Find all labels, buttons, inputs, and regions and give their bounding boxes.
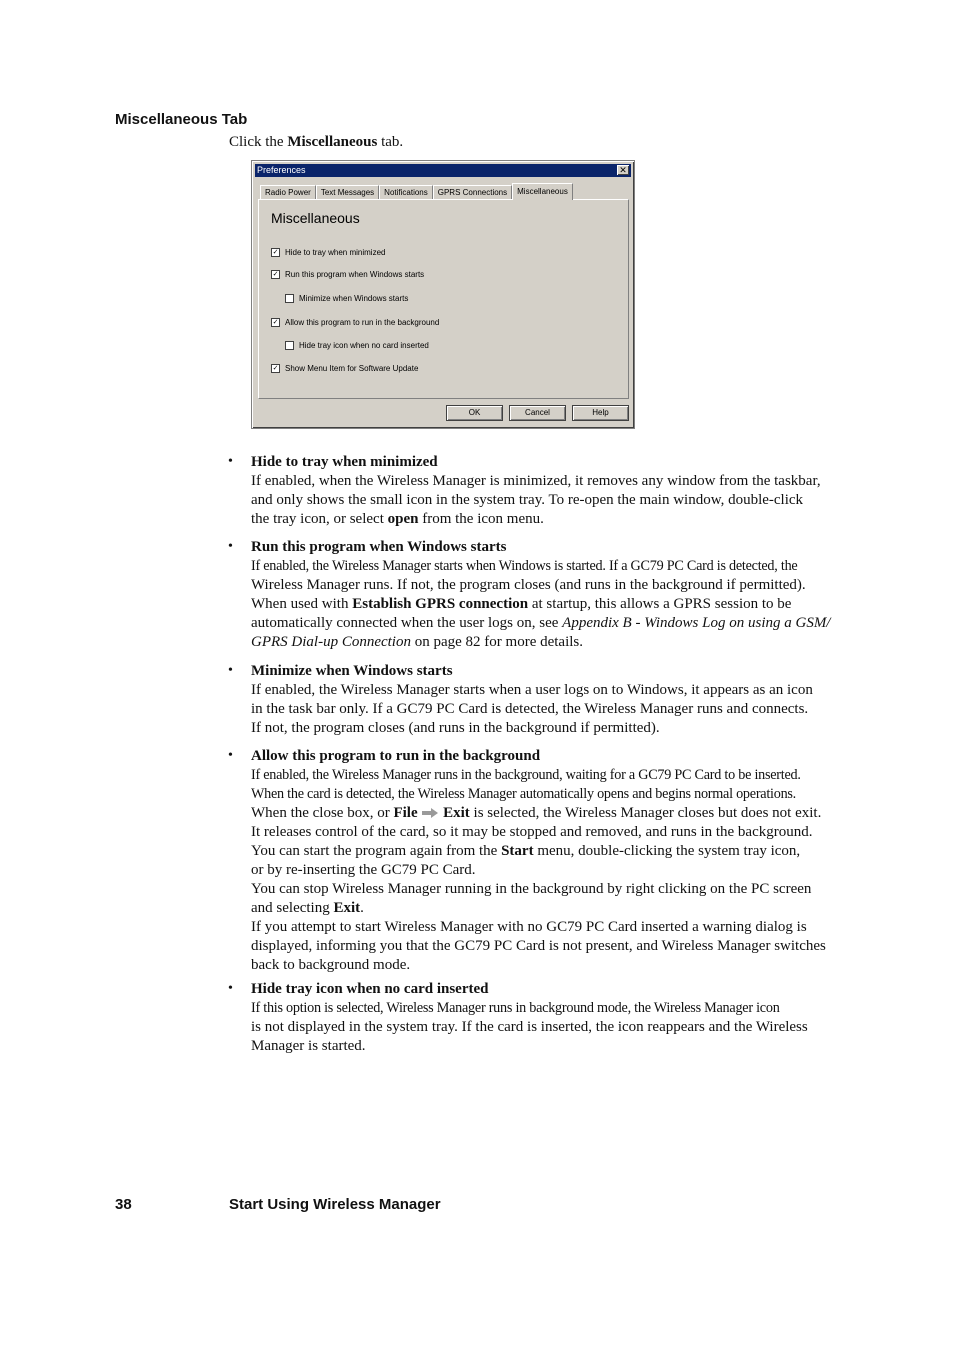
option-label: Allow this program to run in the background — [285, 318, 440, 327]
list-item — [251, 662, 871, 738]
option-label: Run this program when Windows starts — [285, 270, 425, 279]
item-line: If enabled, the Wireless Manager starts when a user logs on to Windows, it appears as an icon — [251, 682, 813, 698]
checkbox[interactable]: ✓ — [272, 365, 279, 372]
page-number: 38 — [115, 1196, 132, 1213]
ok-button[interactable]: OK — [446, 405, 503, 421]
item-line: back to background mode. — [251, 957, 411, 973]
item-title: Allow this program to run in the background — [251, 748, 541, 764]
item-line: If you attempt to start Wireless Manager with no GC79 PC Card inserted a warning dialog is — [251, 919, 807, 935]
intro-suffix: tab. — [377, 134, 404, 150]
item-line: Manager is started. — [251, 1038, 366, 1054]
item-line: If enabled, the Wireless Manager starts when Windows is started. If a GC79 PC Card is detected, the — [251, 558, 798, 574]
tab-miscellaneous[interactable]: Miscellaneous — [512, 183, 573, 200]
cancel-button[interactable]: Cancel — [509, 405, 566, 421]
item-line: If this option is selected, Wireless Manager runs in background mode, the Wireless Manager icon — [251, 1000, 780, 1016]
tab-radio-power[interactable]: Radio Power — [260, 185, 316, 200]
item-line: Wireless Manager runs. If not, the program closes (and runs in the background if permitted). — [251, 577, 806, 593]
item-line: You can start the program again from the Start menu, double-clicking the system tray icon, — [251, 843, 801, 859]
option-run-on-startup[interactable] — [271, 270, 424, 279]
bullet-marker: • — [228, 539, 233, 554]
item-line: and only shows the small icon in the system tray. To re-open the main window, double-click — [251, 492, 804, 508]
intro-prefix: Click the — [229, 134, 288, 150]
item-line: or by re-inserting the GC79 PC Card. — [251, 862, 476, 878]
intro-bold: Miscellaneous — [287, 134, 378, 150]
tab-gprs-connections[interactable]: GPRS Connections — [433, 185, 512, 200]
item-line: If enabled, when the Wireless Manager is minimized, it removes any window from the taskbar, — [251, 473, 821, 489]
item-line: the tray icon, or select open from the icon menu. — [251, 511, 544, 527]
preferences-dialog — [251, 160, 635, 429]
option-label: Hide to tray when minimized — [285, 248, 386, 257]
option-minimize-on-startup[interactable] — [285, 294, 408, 303]
tab-text-messages[interactable]: Text Messages — [316, 185, 379, 200]
bullet-marker: • — [228, 748, 233, 763]
checkbox[interactable]: ✓ — [272, 319, 279, 326]
item-title: Hide tray icon when no card inserted — [251, 981, 489, 997]
item-line: and selecting Exit. — [251, 900, 364, 916]
option-hide-to-tray[interactable] — [271, 248, 385, 257]
bullet-marker: • — [228, 454, 233, 469]
item-line: It releases control of the card, so it may be stopped and removed, and runs in the background. — [251, 824, 813, 840]
item-line: displayed, informing you that the GC79 PC Card is not present, and Wireless Manager switches — [251, 938, 826, 954]
item-line: automatically connected when the user logs on, see Appendix B - Windows Log on using a GSM/ — [251, 615, 831, 631]
option-hide-tray-icon[interactable] — [285, 341, 429, 350]
option-software-update-menu[interactable] — [271, 364, 418, 373]
list-item — [251, 980, 871, 1056]
checkbox[interactable] — [285, 294, 294, 303]
dialog-titlebar — [255, 164, 631, 177]
list-item — [251, 453, 871, 529]
item-line: in the task bar only. If a GC79 PC Card is detected, the Wireless Manager runs and connects. — [251, 701, 809, 717]
item-line: When the card is detected, the Wireless Manager automatically opens and begins normal operations. — [251, 786, 796, 802]
panel-title: Miscellaneous — [271, 210, 360, 226]
item-line: GPRS Dial-up Connection on page 82 for more details. — [251, 634, 584, 650]
footer-chapter-title: Start Using Wireless Manager — [229, 1196, 441, 1213]
item-line: If not, the program closes (and runs in the background if permitted). — [251, 720, 660, 736]
list-item — [251, 538, 871, 652]
option-run-in-background[interactable] — [271, 318, 439, 327]
checkbox[interactable]: ✓ — [272, 249, 279, 256]
menu-arrow-icon — [421, 808, 439, 818]
option-label: Minimize when Windows starts — [299, 294, 409, 303]
option-label: Show Menu Item for Software Update — [285, 364, 419, 373]
tab-panel — [258, 199, 629, 399]
tab-notifications[interactable]: Notifications — [379, 185, 433, 200]
item-title: Run this program when Windows starts — [251, 539, 507, 555]
item-line: When used with Establish GPRS connection at startup, this allows a GPRS session to be — [251, 596, 792, 612]
bullet-marker: • — [228, 981, 233, 996]
section-heading: Miscellaneous Tab — [115, 111, 248, 128]
help-button[interactable]: Help — [572, 405, 629, 421]
item-line: When the close box, or File Exit is selected, the Wireless Manager closes but does not exit. — [251, 805, 822, 821]
item-title: Minimize when Windows starts — [251, 663, 453, 679]
dialog-title: Preferences — [257, 165, 306, 175]
list-item — [251, 747, 871, 975]
item-line: is not displayed in the system tray. If the card is inserted, the icon reappears and the Wireless — [251, 1019, 808, 1035]
option-label: Hide tray icon when no card inserted — [299, 341, 429, 350]
tab-strip — [260, 183, 573, 199]
checkbox[interactable]: ✓ — [272, 271, 279, 278]
intro-text — [229, 134, 403, 151]
item-line: You can stop Wireless Manager running in the background by right clicking on the PC screen — [251, 881, 812, 897]
close-icon[interactable]: ✕ — [617, 165, 629, 175]
checkbox[interactable] — [285, 341, 294, 350]
item-title: Hide to tray when minimized — [251, 454, 438, 470]
item-line: If enabled, the Wireless Manager runs in the background, waiting for a GC79 PC Card to be inserted. — [251, 767, 801, 783]
bullet-marker: • — [228, 663, 233, 678]
